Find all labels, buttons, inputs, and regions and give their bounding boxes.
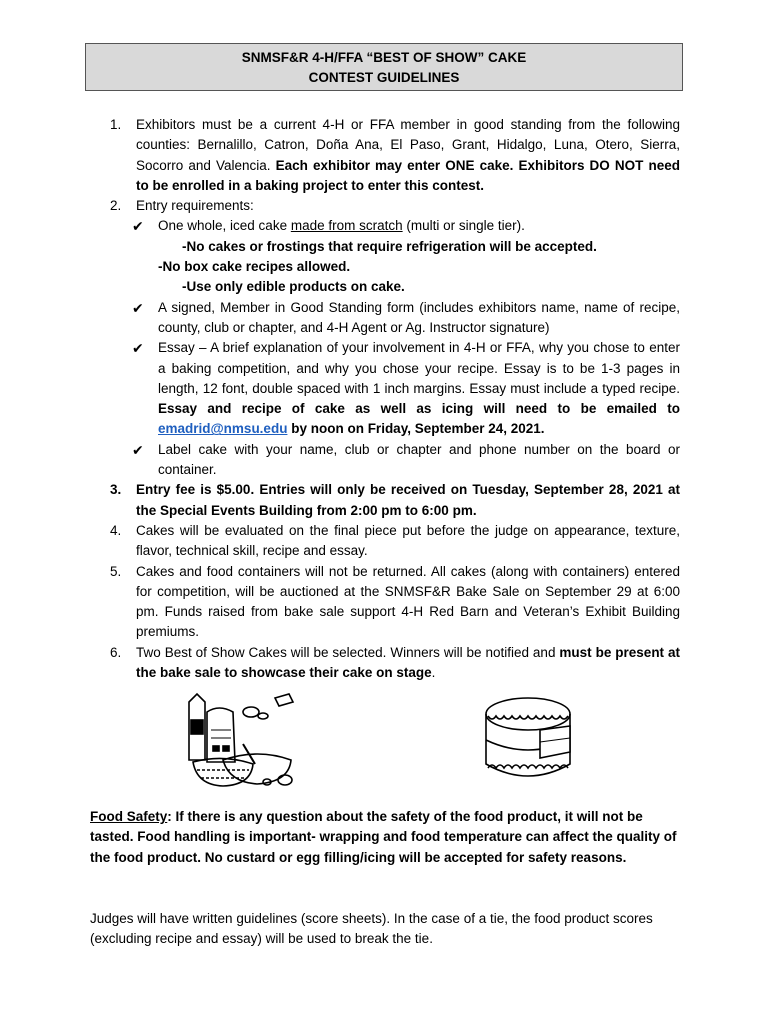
sub-rule-edible: -Use only edible products on cake. bbox=[182, 279, 405, 295]
item-number: 5. bbox=[110, 563, 122, 579]
requirement-bold-text: Essay and recipe of cake as well as icing will need to be emailed to bbox=[158, 401, 680, 417]
item-text: Entry fee is $5.00. Entries will only be received on Tuesday, September 28, 2021 at the Special Events Building from 2:00 pm to 6:00 pm. bbox=[136, 482, 680, 518]
list-item-6 bbox=[110, 643, 680, 684]
guidelines-list bbox=[110, 115, 680, 683]
requirement-label bbox=[110, 440, 680, 481]
cake-icon bbox=[478, 690, 578, 790]
item-bold-text: must be present at the bake sale to showcase their cake on stage bbox=[136, 644, 680, 681]
food-safety-paragraph bbox=[90, 807, 678, 868]
item-number: 3. bbox=[110, 482, 122, 498]
list-item-3 bbox=[110, 480, 680, 521]
title-line-2: CONTEST GUIDELINES bbox=[308, 70, 460, 85]
email-link[interactable]: emadrid@nmsu.edu bbox=[158, 421, 288, 437]
food-safety-text: If there is any question about the safety of the food product, it will not be tasted. Food handling is important- wrapping and food temperature can affect the quality of the food product. No custard or egg filling/icing will be accepted for safety reasons. bbox=[90, 809, 677, 865]
checkmark-icon: ✔ bbox=[132, 441, 144, 458]
item-text: Two Best of Show Cakes will be selected. Winners will be notified and bbox=[136, 644, 556, 660]
list-item-4 bbox=[110, 521, 680, 562]
item-text-end: . bbox=[431, 665, 436, 681]
item-number: 1. bbox=[110, 117, 122, 132]
requirement-deadline: by noon on Friday, September 24, 2021. bbox=[291, 421, 545, 437]
item-text: Exhibitors must be a current 4-H or FFA member in good standing from the following counties: Bernalillo, Catron, Doña Ana, El Paso, Grant, Hidalgo, Luna, Otero, Sierra, Socorro and Valencia. bbox=[136, 117, 680, 173]
item-bold-text: Each exhibitor may enter ONE cake. Exhibitors DO NOT need to be enrolled in a baking project to enter this contest. bbox=[136, 157, 680, 193]
item-number: 4. bbox=[110, 522, 122, 538]
list-item-1 bbox=[110, 115, 680, 196]
item-text: Cakes and food containers will not be returned. All cakes (along with containers) entered for competition, will be auctioned at the SNMSF&R Bake Sale on September 29 at 6:00 pm. Funds raised from bake sale support 4-H Red Barn and Veteran’s Exhibit Building premiums. bbox=[136, 563, 680, 640]
title-line-1: SNMSF&R 4-H/FFA “BEST OF SHOW” CAKE bbox=[241, 50, 527, 65]
item-number: 6. bbox=[110, 644, 122, 660]
requirement-essay bbox=[110, 338, 680, 439]
requirement-text: Label cake with your name, club or chapter and phone number on the board or container. bbox=[158, 441, 680, 478]
requirement-text-end: (multi or single tier). bbox=[402, 218, 525, 234]
baking-ingredients-icon bbox=[183, 690, 303, 790]
underlined-text: made from scratch bbox=[290, 218, 403, 234]
sub-rule-box-cake: -No box cake recipes allowed. bbox=[158, 259, 351, 275]
checkmark-icon: ✔ bbox=[132, 299, 144, 316]
title-box bbox=[85, 43, 683, 91]
item-text: Entry requirements: bbox=[136, 198, 254, 214]
item-number: 2. bbox=[110, 198, 122, 214]
list-item-5 bbox=[110, 562, 680, 643]
judges-paragraph: Judges will have written guidelines (score sheets). In the case of a tie, the food product scores (excluding recipe and essay) will be used to break the tie. bbox=[90, 911, 653, 947]
food-safety-colon: : bbox=[167, 809, 172, 824]
requirement-text: A signed, Member in Good Standing form (includes exhibitors name, name of recipe, county, club or chapter, and 4-H Agent or Ag. Instructor signature) bbox=[158, 299, 680, 335]
item-text: Cakes will be evaluated on the final piece put before the judge on appearance, texture, flavor, technical skill, recipe and essay. bbox=[136, 522, 680, 559]
sub-rule-refrigeration: -No cakes or frostings that require refrigeration will be accepted. bbox=[182, 238, 597, 254]
requirement-text: One whole, iced cake bbox=[158, 218, 291, 234]
checkmark-icon: ✔ bbox=[132, 218, 144, 235]
food-safety-label: Food Safety bbox=[90, 809, 168, 824]
list-item-2 bbox=[110, 196, 680, 216]
requirement-form bbox=[110, 298, 680, 339]
requirement-cake bbox=[110, 216, 680, 236]
checkmark-icon: ✔ bbox=[132, 340, 144, 357]
requirement-text: Essay – A brief explanation of your involvement in 4-H or FFA, why you chose to enter a baking competition, and why you chose your recipe. Essay is to be 1-3 pages in length, 12 font, double spaced with 1 inch margins. Essay must include a typed recipe. bbox=[158, 340, 680, 396]
